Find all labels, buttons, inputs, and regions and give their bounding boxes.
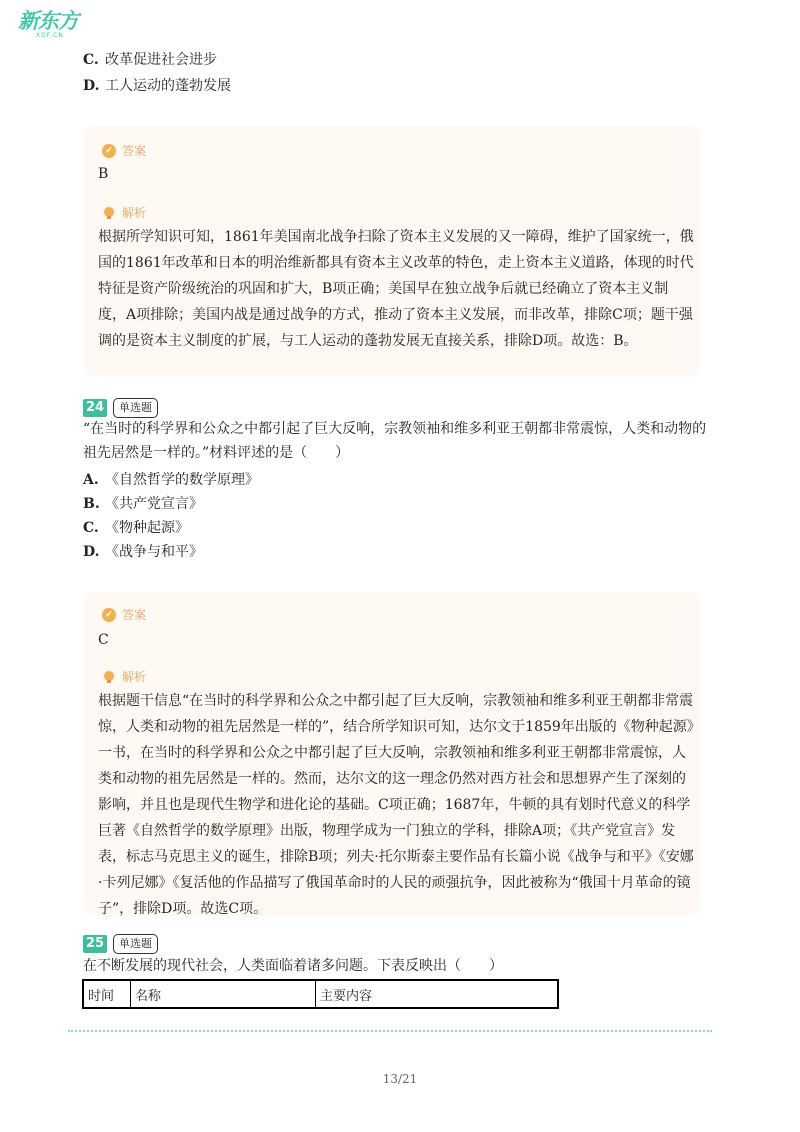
answer-value: B — [98, 166, 109, 182]
option-text: 《共产党宣言》 — [105, 496, 203, 512]
question-number: 25 — [83, 935, 107, 953]
option-text: 《物种起源》 — [105, 520, 189, 536]
analysis-text: 根据所学知识可知，1861年美国南北战争扫除了资本主义发展的又一障碍，维护了国家统一，俄国的1861年改革和日本的明治维新都具有资本主义改革的特色，走上资本主义道路，体现的时代特征是资产阶级统治的巩固和扩大，B项正确；美国早在独立战争后就已经确立了资本主义制度，A项排除；美国内战是通过战争的方式，推动了资本主义发展，而非改革，排除C项；题干强调的是资本主义制度的扩展，与工人运动的蓬勃发展无直接关系，排除D项。故选：B。 — [98, 229, 694, 349]
answer-card — [84, 592, 700, 916]
question-number: 24 — [83, 399, 107, 417]
answer-label: 答案 — [122, 144, 147, 158]
option-key: C. — [83, 520, 99, 536]
analysis-label: 解析 — [122, 206, 147, 220]
option-c — [83, 518, 189, 538]
option-text: 《战争与和平》 — [105, 544, 203, 560]
option-key: C. — [83, 52, 99, 68]
answer-card — [84, 126, 700, 376]
table-header-cell: 名称 — [131, 980, 316, 1008]
table-header-cell: 时间 — [83, 980, 131, 1008]
analysis-tag — [102, 204, 146, 221]
table-header-cell: 主要内容 — [316, 980, 559, 1008]
logo-subtext: XDF.CN — [36, 32, 64, 39]
page-number: 13/21 — [382, 1072, 418, 1086]
option-d — [83, 542, 203, 562]
option-key: B. — [83, 496, 100, 512]
question-stem: “在当时的科学界和公众之中都引起了巨大反响，宗教领袖和维多利亚王朝都非常震惊，人类和动物的祖先居然是一样的。”材料评述的是（ ） — [83, 421, 707, 461]
question-type-badge: 单选题 — [113, 934, 158, 954]
check-icon: ✔ — [102, 144, 116, 158]
option-key: D. — [83, 78, 100, 94]
check-icon: ✔ — [102, 608, 116, 622]
lightbulb-icon — [102, 670, 116, 684]
option-a — [83, 470, 259, 490]
option-c — [83, 50, 217, 70]
option-key: A. — [83, 472, 99, 488]
option-text: 《自然哲学的数学原理》 — [105, 472, 259, 488]
table-header-row — [83, 980, 558, 1008]
option-text: 工人运动的蓬勃发展 — [105, 78, 231, 94]
logo — [18, 10, 78, 39]
analysis-label: 解析 — [122, 670, 147, 684]
option-key: D. — [83, 544, 100, 560]
option-d — [83, 76, 231, 96]
option-text: 改革促进社会进步 — [105, 52, 217, 68]
answer-tag — [102, 142, 146, 159]
lightbulb-icon — [102, 206, 116, 220]
answer-label: 答案 — [122, 608, 147, 622]
logo-text: 新东方 — [18, 9, 78, 33]
question-table — [82, 979, 559, 1009]
question-stem: 在不断发展的现代社会，人类面临着诸多问题。下表反映出（ ） — [83, 958, 503, 974]
answer-value: C — [98, 632, 109, 648]
question-type-badge: 单选题 — [113, 398, 158, 418]
analysis-tag — [102, 668, 146, 685]
analysis-text: 根据题干信息“在当时的科学界和公众之中都引起了巨大反响，宗教领袖和维多利亚王朝都非常震惊，人类和动物的祖先居然是一样的”，结合所学知识可知，达尔文于1859年出版的《物种起源》一书，在当时的科学界和公众之中都引起了巨大反响，宗教领袖和维多利亚王朝都非常震惊，人类和动物的祖先居然是一样的。然而，达尔文的这一理念仍然对西方社会和思想界产生了深刻的影响，并且也是现代生物学和进化论的基础。C项正确；1687年，牛顿的具有划时代意义的科学巨著《自然哲学的数学原理》出版，物理学成为一门独立的学科，排除A项；《共产党宣言》发表，标志马克思主义的诞生，排除B项；列夫·托尔斯泰主要作品有长篇小说《战争与和平》《安娜·卡列尼娜》《复活他的作品描写了俄国革命时的人民的顽强抗争，因此被称为“俄国十月革命的镜子”，排除D项。故选C项。 — [98, 693, 694, 917]
answer-tag — [102, 606, 146, 623]
option-b — [83, 494, 203, 514]
divider — [68, 1030, 712, 1032]
